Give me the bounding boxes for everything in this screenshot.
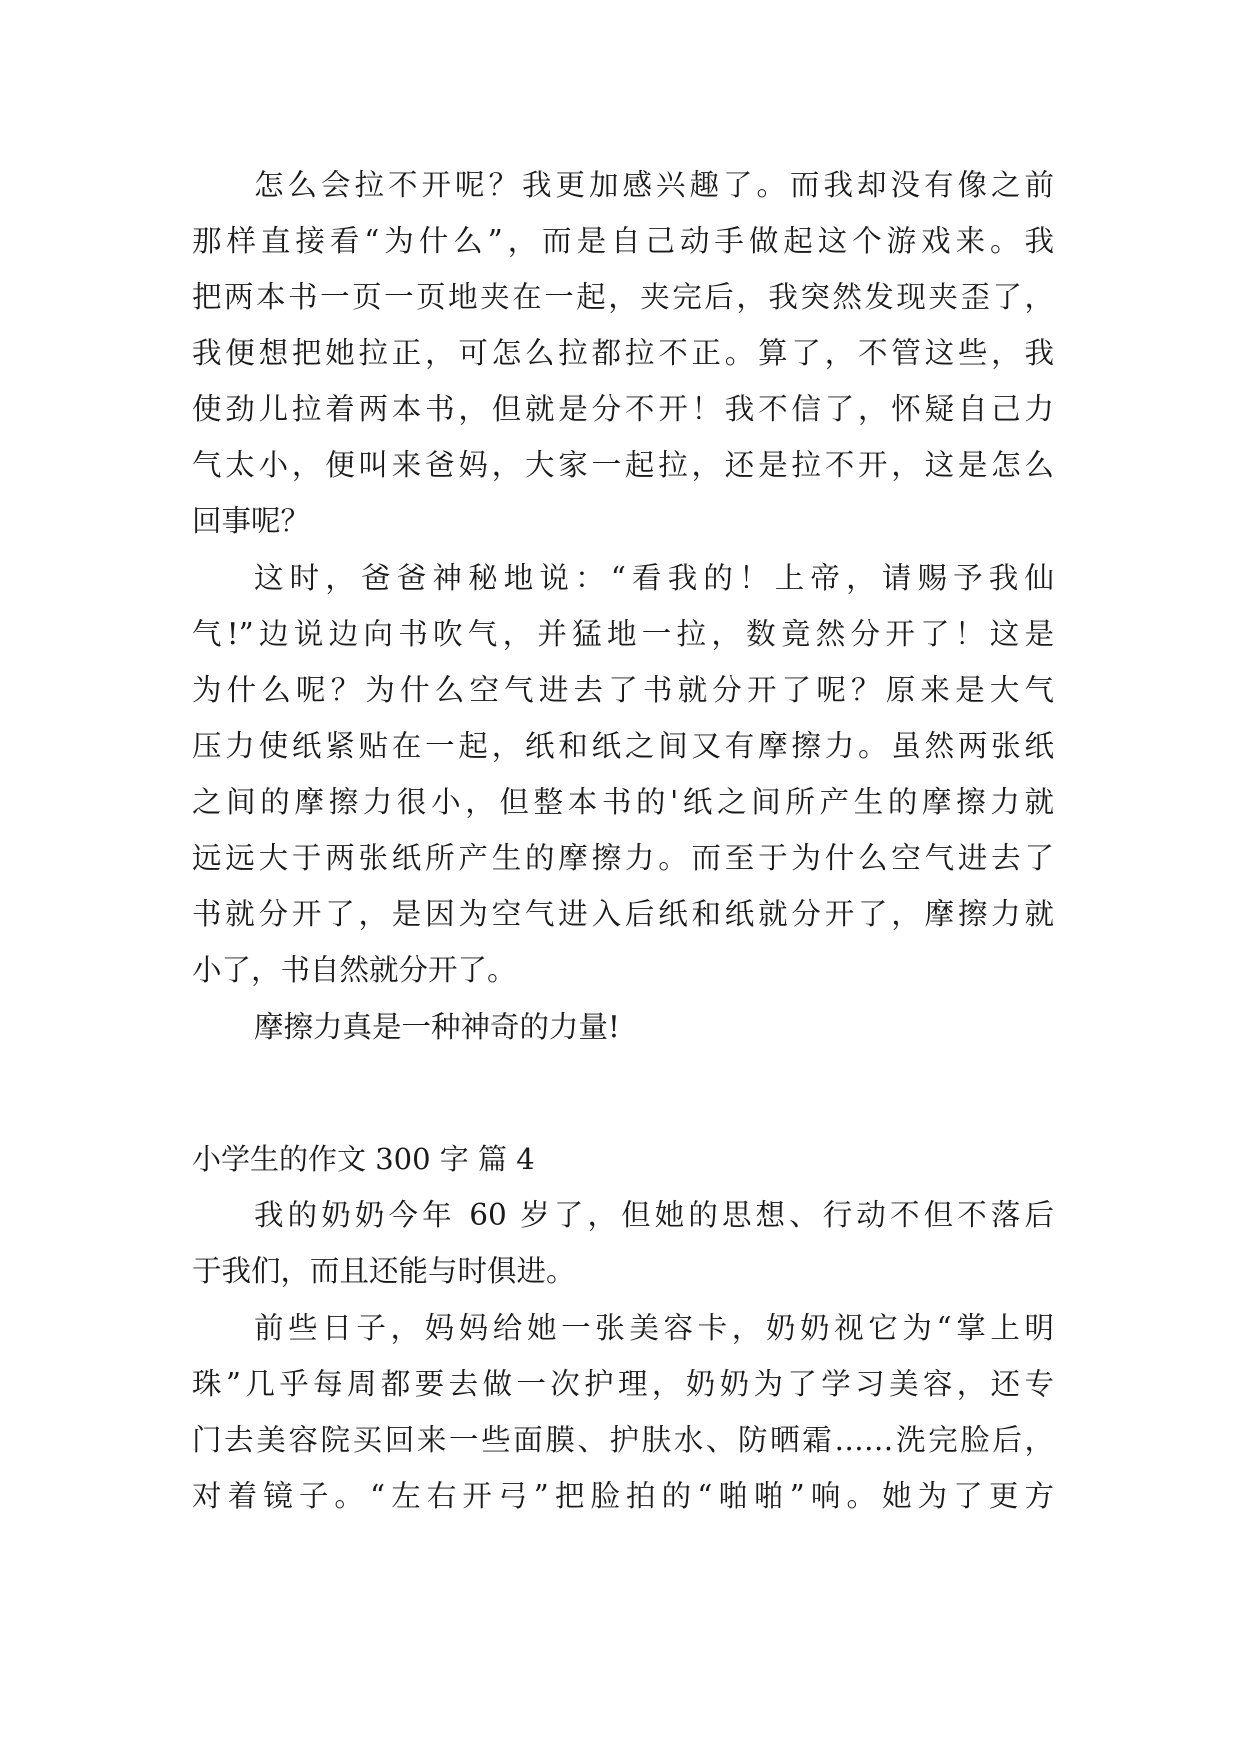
paragraph-2-line-8: 小了，书自然就分开了。 xyxy=(192,953,517,987)
paragraph-2-line-5: 之间的摩擦力很小，但整本书的'纸之间所产生的摩擦力就 xyxy=(192,785,1054,819)
paragraph-4-line-1: 我的奶奶今年 60 岁了，但她的思想、行动不但不落后 xyxy=(254,1198,1054,1232)
paragraph-3-line-1: 摩擦力真是一种神奇的力量! xyxy=(254,1010,620,1044)
paragraph-1-line-3: 把两本书一页一页地夹在一起，夹完后，我突然发现夹歪了， xyxy=(192,280,1054,314)
paragraph-1-line-4: 我便想把她拉正，可怎么拉都拉不正。算了，不管这些，我 xyxy=(192,336,1054,370)
paragraph-1-line-5: 使劲儿拉着两本书，但就是分不开！我不信了，怀疑自己力 xyxy=(192,392,1054,426)
paragraph-1-line-1: 怎么会拉不开呢？我更加感兴趣了。而我却没有像之前 xyxy=(254,168,1054,202)
paragraph-2-line-3: 为什么呢？为什么空气进去了书就分开了呢？原来是大气 xyxy=(192,673,1054,707)
paragraph-4-line-2: 于我们，而且还能与时俱进。 xyxy=(192,1254,576,1288)
paragraph-5-line-2: 珠”几乎每周都要去做一次护理，奶奶为了学习美容，还专 xyxy=(192,1367,1054,1401)
paragraph-2-line-1: 这时，爸爸神秘地说：“看我的！上帝，请赐予我仙 xyxy=(254,561,1054,595)
paragraph-1-line-6: 气太小，便叫来爸妈，大家一起拉，还是拉不开，这是怎么 xyxy=(192,448,1054,482)
paragraph-2-line-4: 压力使纸紧贴在一起，纸和纸之间又有摩擦力。虽然两张纸 xyxy=(192,729,1054,763)
paragraph-5-line-3: 门去美容院买回来一些面膜、护肤水、防晒霜……洗完脸后， xyxy=(192,1423,1054,1457)
paragraph-1-line-2: 那样直接看“为什么”，而是自己动手做起这个游戏来。我 xyxy=(192,224,1054,258)
paragraph-2-line-2: 气!”边说边向书吹气，并猛地一拉，数竟然分开了！这是 xyxy=(192,617,1054,651)
paragraph-2-line-7: 书就分开了，是因为空气进入后纸和纸就分开了，摩擦力就 xyxy=(192,897,1054,931)
paragraph-5-line-4: 对着镜子。“左右开弓”把脸拍的“啪啪”响。她为了更方 xyxy=(192,1479,1054,1513)
section-heading: 小学生的作文 300 字 篇 4 xyxy=(192,1142,535,1176)
paragraph-5-line-1: 前些日子，妈妈给她一张美容卡，奶奶视它为“掌上明 xyxy=(254,1311,1054,1345)
paragraph-2-line-6: 远远大于两张纸所产生的摩擦力。而至于为什么空气进去了 xyxy=(192,841,1054,875)
paragraph-1-line-7: 回事呢？ xyxy=(192,504,311,538)
